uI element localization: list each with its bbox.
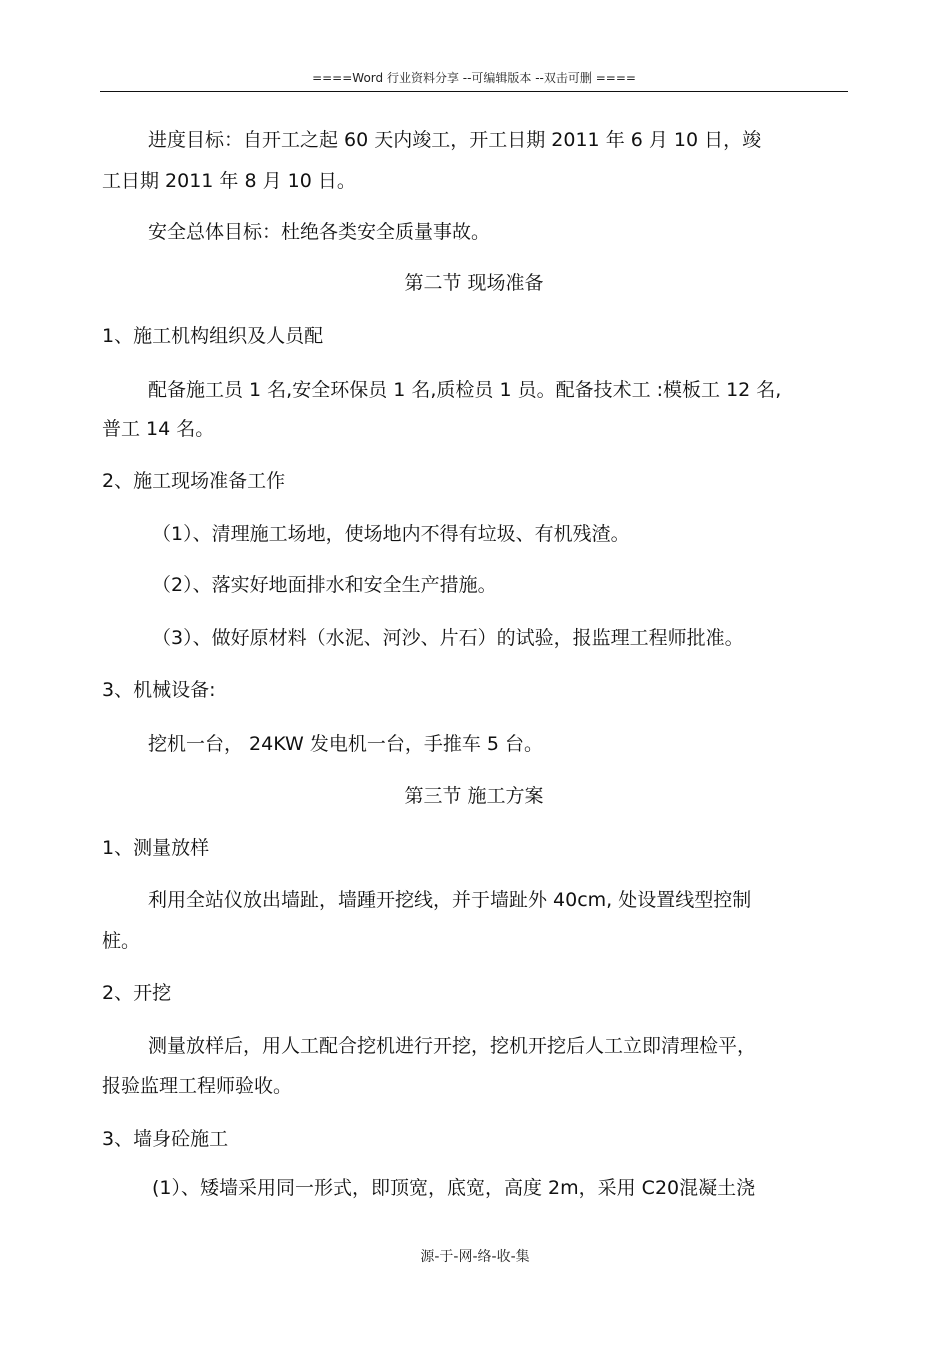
- item-1-heading: 1、施工机构组织及人员配: [102, 325, 324, 347]
- s3-item-3-heading: 3、墙身砼施工: [102, 1128, 229, 1150]
- item-2-sub-2: （2）、落实好地面排水和安全生产措施。: [152, 574, 497, 596]
- s3-item-1-line-1: 利用全站仪放出墙趾，墙踵开挖线，并于墙趾外 40cm, 处设置线型控制: [148, 889, 752, 911]
- item-3-heading: 3、机械设备:: [102, 679, 216, 701]
- item-3-text: 挖机一台， 24KW 发电机一台，手推车 5 台。: [148, 733, 543, 755]
- s3-item-1-heading: 1、测量放样: [102, 837, 210, 859]
- item-1-text-line-1: 配备施工员 1 名,安全环保员 1 名,质检员 1 员。配备技术工 :模板工 12 名,: [148, 379, 782, 401]
- s3-item-2-line-1: 测量放样后，用人工配合挖机进行开挖，挖机开挖后人工立即清理检平，: [148, 1035, 757, 1057]
- item-2-sub-1: （1）、清理施工场地，使场地内不得有垃圾、有机残渣。: [152, 523, 630, 545]
- s3-item-2-line-2: 报验监理工程师验收。: [102, 1075, 293, 1097]
- item-2-heading: 2、施工现场准备工作: [102, 470, 286, 492]
- section-2-title: 第二节 现场准备: [404, 272, 544, 294]
- page-footer: 源-于-网-络-收-集: [420, 1249, 530, 1265]
- item-1-text-line-2: 普工 14 名。: [102, 418, 215, 440]
- section-3-title: 第三节 施工方案: [404, 785, 544, 807]
- s3-item-2-heading: 2、开挖: [102, 982, 172, 1004]
- s3-item-3-sub-1: (1）、矮墙采用同一形式，即顶宽，底宽，高度 2m，采用 C20混凝土浇: [152, 1177, 756, 1199]
- progress-goal-line-2: 工日期 2011 年 8 月 10 日。: [102, 170, 356, 192]
- safety-goal: 安全总体目标：杜绝各类安全质量事故。: [148, 221, 491, 243]
- s3-item-1-line-2: 桩。: [102, 930, 141, 952]
- progress-goal-line-1: 进度目标：自开工之起 60 天内竣工，开工日期 2011 年 6 月 10 日，竣: [148, 129, 762, 151]
- page-header: ====Word 行业资料分享 --可编辑版本 --双击可删 ====: [312, 71, 636, 85]
- item-2-sub-3: （3）、做好原材料（水泥、河沙、片石）的试验，报监理工程师批准。: [152, 627, 744, 649]
- header-divider: [100, 91, 848, 92]
